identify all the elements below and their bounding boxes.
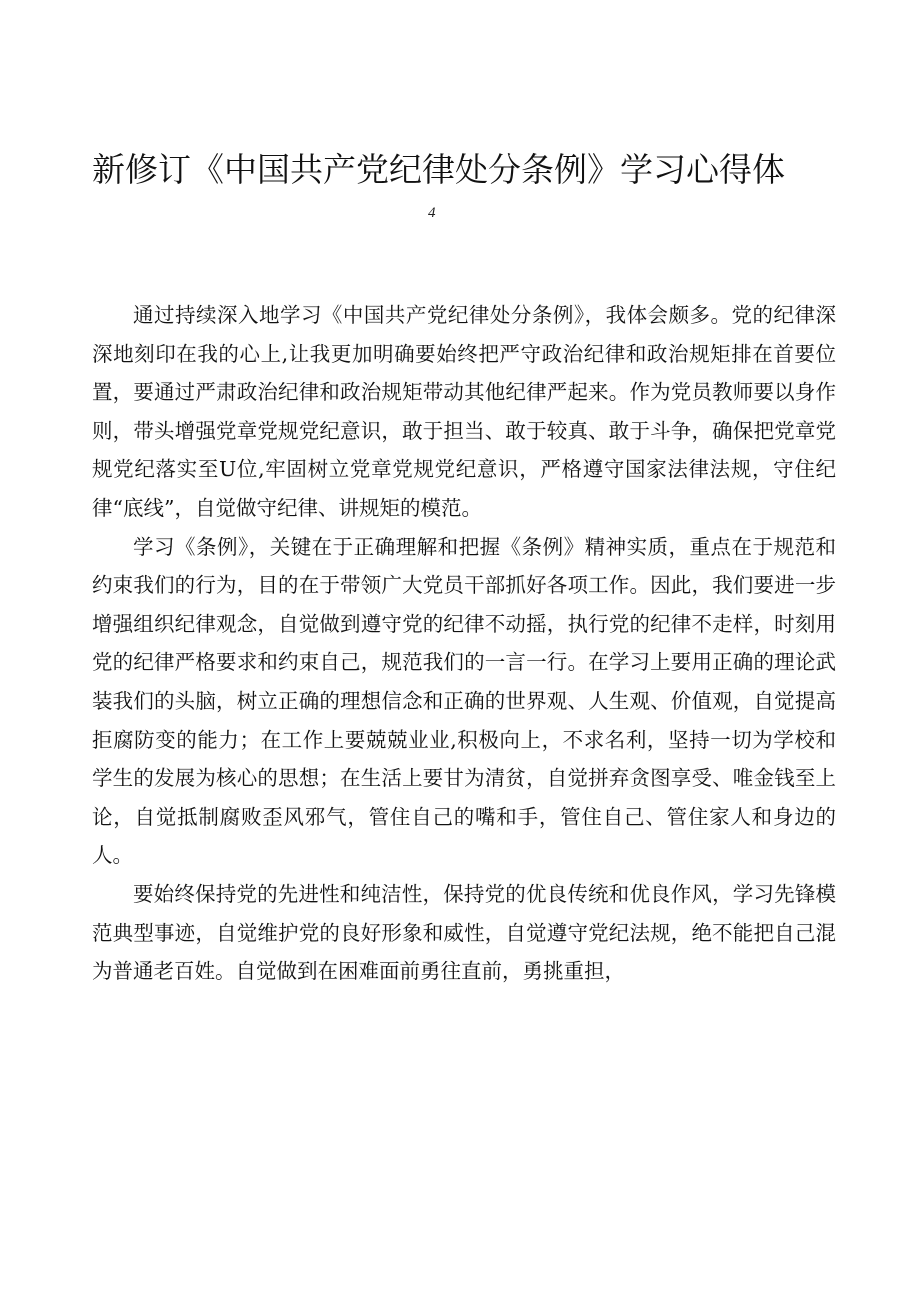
title-suffix: 4: [428, 205, 436, 221]
document-title: 新修订《中国共产党纪律处分条例》学习心得体: [92, 150, 785, 189]
paragraph-2: 学习《条例》，关键在于正确理解和把握《条例》精神实质，重点在于规范和约束我们的行为，目的在于带领广大党员干部抓好各项工作。因此，我们要进一步增强组织纪律观念，自觉做到遵守党的纪律不动摇，执行党的纪律不走样，时刻用党的纪律严格要求和约束自己，规范我们的一言一行。在学习上要用正确的理论武装我们的头脑，树立正确的理想信念和正确的世界观、人生观、价值观，自觉提高拒腐防变的能力；在工作上要兢兢业业,积极向上，不求名利，坚持一切为学校和学生的发展为核心的思想；在生活上要甘为清贫，自觉拼弃贪图享受、唯金钱至上论，自觉抵制腐败歪风邪气，管住自己的嘴和手，管住自己、管住家人和身边的人。: [92, 534, 836, 868]
document-body: [92, 296, 836, 991]
paragraph-1: 通过持续深入地学习《中国共产党纪律处分条例》，我体会颇多。党的纪律深深地刻印在我的心上,让我更加明确要始终把严守政治纪律和政治规矩排在首要位置，要通过严肃政治纪律和政治规矩带动其他纪律严起来。作为党员教师要以身作则，带头增强党章党规党纪意识，敢于担当、敢于较真、敢于斗争，确保把党章党规党纪落实至U位,牢固树立党章党规党纪意识，严格遵守国家法律法规，守住纪律“底线”，自觉做守纪律、讲规矩的模范。: [92, 303, 836, 520]
paragraph-3: 要始终保持党的先进性和纯洁性，保持党的优良传统和优良作风，学习先锋模范典型事迹，自觉维护党的良好形象和威性，自觉遵守党纪法规，绝不能把自己混为普通老百姓。自觉做到在困难面前勇往直前，勇挑重担，: [92, 881, 836, 984]
